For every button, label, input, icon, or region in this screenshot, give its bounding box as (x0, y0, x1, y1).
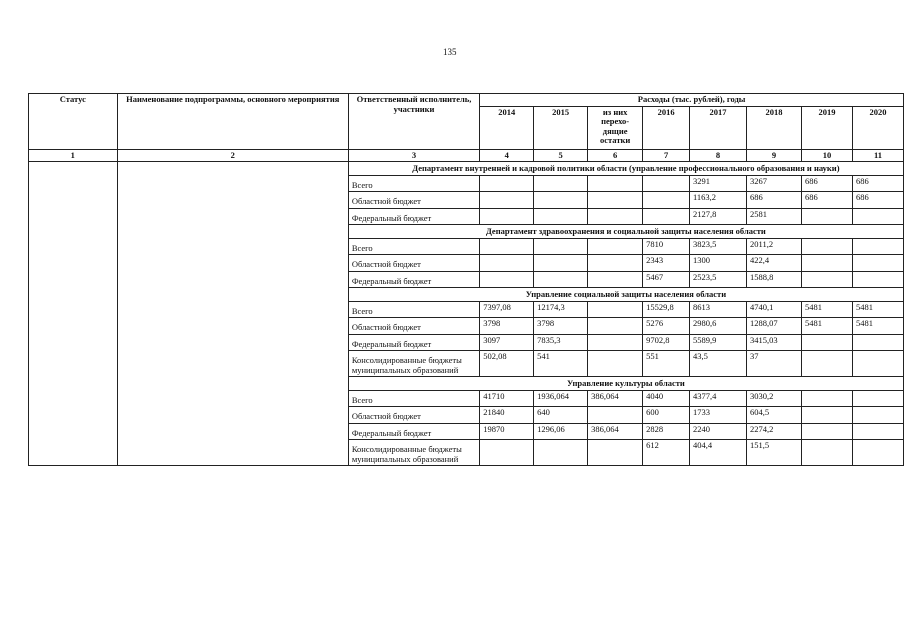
value-cell (480, 192, 534, 209)
value-cell: 3798 (480, 318, 534, 335)
row-label: Всего (348, 238, 479, 255)
value-cell: 1733 (689, 407, 746, 424)
value-cell: 2581 (747, 208, 802, 225)
value-cell (588, 301, 643, 318)
header-executor: Ответственный исполнитель, участники (348, 94, 479, 150)
value-cell (852, 271, 903, 288)
value-cell (852, 440, 903, 466)
value-cell: 1588,8 (747, 271, 802, 288)
value-cell: 686 (802, 175, 853, 192)
section-header-row (29, 162, 904, 176)
value-cell: 4740,1 (747, 301, 802, 318)
table-body (29, 162, 904, 466)
value-cell (588, 334, 643, 351)
value-cell: 5467 (643, 271, 690, 288)
value-cell (643, 175, 690, 192)
value-cell (588, 192, 643, 209)
column-index: 4 (480, 149, 534, 162)
value-cell: 612 (643, 440, 690, 466)
value-cell: 386,064 (588, 423, 643, 440)
value-cell: 151,5 (747, 440, 802, 466)
value-cell (480, 238, 534, 255)
value-cell (534, 175, 588, 192)
column-index: 10 (802, 149, 853, 162)
value-cell (852, 390, 903, 407)
row-label: Всего (348, 301, 479, 318)
year-header: 2015 (534, 106, 588, 149)
value-cell (588, 318, 643, 335)
section-title: Управление социальной защиты населения области (348, 288, 903, 302)
value-cell (802, 271, 853, 288)
value-cell (534, 271, 588, 288)
value-cell (534, 208, 588, 225)
value-cell: 9702,8 (643, 334, 690, 351)
value-cell (588, 255, 643, 272)
value-cell: 37 (747, 351, 802, 377)
value-cell: 2274,2 (747, 423, 802, 440)
value-cell (852, 351, 903, 377)
value-cell: 5481 (852, 318, 903, 335)
column-index: 8 (689, 149, 746, 162)
value-cell: 5276 (643, 318, 690, 335)
value-cell: 43,5 (689, 351, 746, 377)
value-cell (852, 255, 903, 272)
value-cell (802, 407, 853, 424)
value-cell: 21840 (480, 407, 534, 424)
value-cell: 3097 (480, 334, 534, 351)
value-cell: 1163,2 (689, 192, 746, 209)
value-cell (802, 423, 853, 440)
value-cell: 686 (747, 192, 802, 209)
budget-table (28, 93, 904, 466)
value-cell: 686 (852, 192, 903, 209)
row-label: Всего (348, 390, 479, 407)
value-cell: 640 (534, 407, 588, 424)
value-cell: 604,5 (747, 407, 802, 424)
value-cell (480, 208, 534, 225)
value-cell: 404,4 (689, 440, 746, 466)
column-index: 6 (588, 149, 643, 162)
column-index: 1 (29, 149, 118, 162)
value-cell: 4377,4 (689, 390, 746, 407)
value-cell: 3823,5 (689, 238, 746, 255)
value-cell: 551 (643, 351, 690, 377)
value-cell (588, 407, 643, 424)
value-cell: 2011,2 (747, 238, 802, 255)
value-cell (643, 192, 690, 209)
value-cell: 3291 (689, 175, 746, 192)
value-cell (852, 238, 903, 255)
row-label: Федеральный бюджет (348, 423, 479, 440)
value-cell (802, 440, 853, 466)
row-label: Всего (348, 175, 479, 192)
row-label: Федеральный бюджет (348, 334, 479, 351)
row-label: Федеральный бюджет (348, 271, 479, 288)
value-cell: 502,08 (480, 351, 534, 377)
value-cell (480, 255, 534, 272)
header-expenses: Расходы (тыс. рублей), годы (480, 94, 904, 107)
value-cell: 3267 (747, 175, 802, 192)
page-number: 135 (443, 47, 457, 57)
value-cell: 41710 (480, 390, 534, 407)
row-label: Федеральный бюджет (348, 208, 479, 225)
value-cell: 3030,2 (747, 390, 802, 407)
value-cell (534, 192, 588, 209)
value-cell: 5481 (802, 301, 853, 318)
value-cell: 2980,6 (689, 318, 746, 335)
value-cell: 8613 (689, 301, 746, 318)
value-cell (802, 390, 853, 407)
year-header: 2016 (643, 106, 690, 149)
section-title: Департамент здравоохранения и социальной защиты населения области (348, 225, 903, 239)
row-label: Областной бюджет (348, 255, 479, 272)
value-cell (588, 271, 643, 288)
value-cell: 7835,3 (534, 334, 588, 351)
column-index: 11 (852, 149, 903, 162)
value-cell (588, 208, 643, 225)
value-cell: 3415,03 (747, 334, 802, 351)
status-cell (29, 162, 118, 466)
row-label: Областной бюджет (348, 192, 479, 209)
value-cell (588, 440, 643, 466)
value-cell: 5481 (852, 301, 903, 318)
value-cell (588, 351, 643, 377)
value-cell: 600 (643, 407, 690, 424)
year-header: 2019 (802, 106, 853, 149)
value-cell (480, 175, 534, 192)
value-cell: 5589,9 (689, 334, 746, 351)
value-cell: 2127,8 (689, 208, 746, 225)
value-cell: 7397,08 (480, 301, 534, 318)
value-cell: 686 (852, 175, 903, 192)
column-index: 2 (117, 149, 348, 162)
value-cell (802, 334, 853, 351)
value-cell: 3798 (534, 318, 588, 335)
name-cell (117, 162, 348, 466)
value-cell (852, 208, 903, 225)
column-index-row (29, 149, 904, 162)
value-cell (480, 271, 534, 288)
value-cell: 686 (802, 192, 853, 209)
value-cell: 5481 (802, 318, 853, 335)
value-cell (852, 407, 903, 424)
row-label: Областной бюджет (348, 318, 479, 335)
value-cell (480, 440, 534, 466)
value-cell: 12174,3 (534, 301, 588, 318)
value-cell (588, 175, 643, 192)
value-cell: 2343 (643, 255, 690, 272)
value-cell (534, 440, 588, 466)
value-cell: 2523,5 (689, 271, 746, 288)
value-cell (643, 208, 690, 225)
value-cell: 386,064 (588, 390, 643, 407)
value-cell (802, 208, 853, 225)
value-cell: 541 (534, 351, 588, 377)
header-status: Статус (29, 94, 118, 150)
value-cell (852, 334, 903, 351)
value-cell: 1296,06 (534, 423, 588, 440)
header-name: Наименование подпрограммы, основного мероприятия (117, 94, 348, 150)
column-index: 5 (534, 149, 588, 162)
column-index: 7 (643, 149, 690, 162)
value-cell (588, 238, 643, 255)
value-cell (802, 351, 853, 377)
table-header (29, 94, 904, 162)
column-index: 3 (348, 149, 479, 162)
value-cell: 1300 (689, 255, 746, 272)
year-header: 2018 (747, 106, 802, 149)
year-header: из них перехо-дящие остатки (588, 106, 643, 149)
row-label: Консолидированные бюджеты муниципальных образований (348, 351, 479, 377)
row-label: Областной бюджет (348, 407, 479, 424)
section-title: Управление культуры области (348, 377, 903, 391)
year-header: 2014 (480, 106, 534, 149)
value-cell: 19870 (480, 423, 534, 440)
value-cell: 7810 (643, 238, 690, 255)
value-cell: 2240 (689, 423, 746, 440)
year-header: 2020 (852, 106, 903, 149)
column-index: 9 (747, 149, 802, 162)
value-cell (852, 423, 903, 440)
row-label: Консолидированные бюджеты муниципальных образований (348, 440, 479, 466)
value-cell: 2828 (643, 423, 690, 440)
value-cell: 1288,07 (747, 318, 802, 335)
value-cell: 4040 (643, 390, 690, 407)
section-title: Департамент внутренней и кадровой политики области (управление профессионального образования и науки) (348, 162, 903, 176)
value-cell: 15529,8 (643, 301, 690, 318)
value-cell (802, 255, 853, 272)
value-cell: 1936,064 (534, 390, 588, 407)
value-cell (534, 238, 588, 255)
value-cell (534, 255, 588, 272)
value-cell (802, 238, 853, 255)
year-header: 2017 (689, 106, 746, 149)
value-cell: 422,4 (747, 255, 802, 272)
